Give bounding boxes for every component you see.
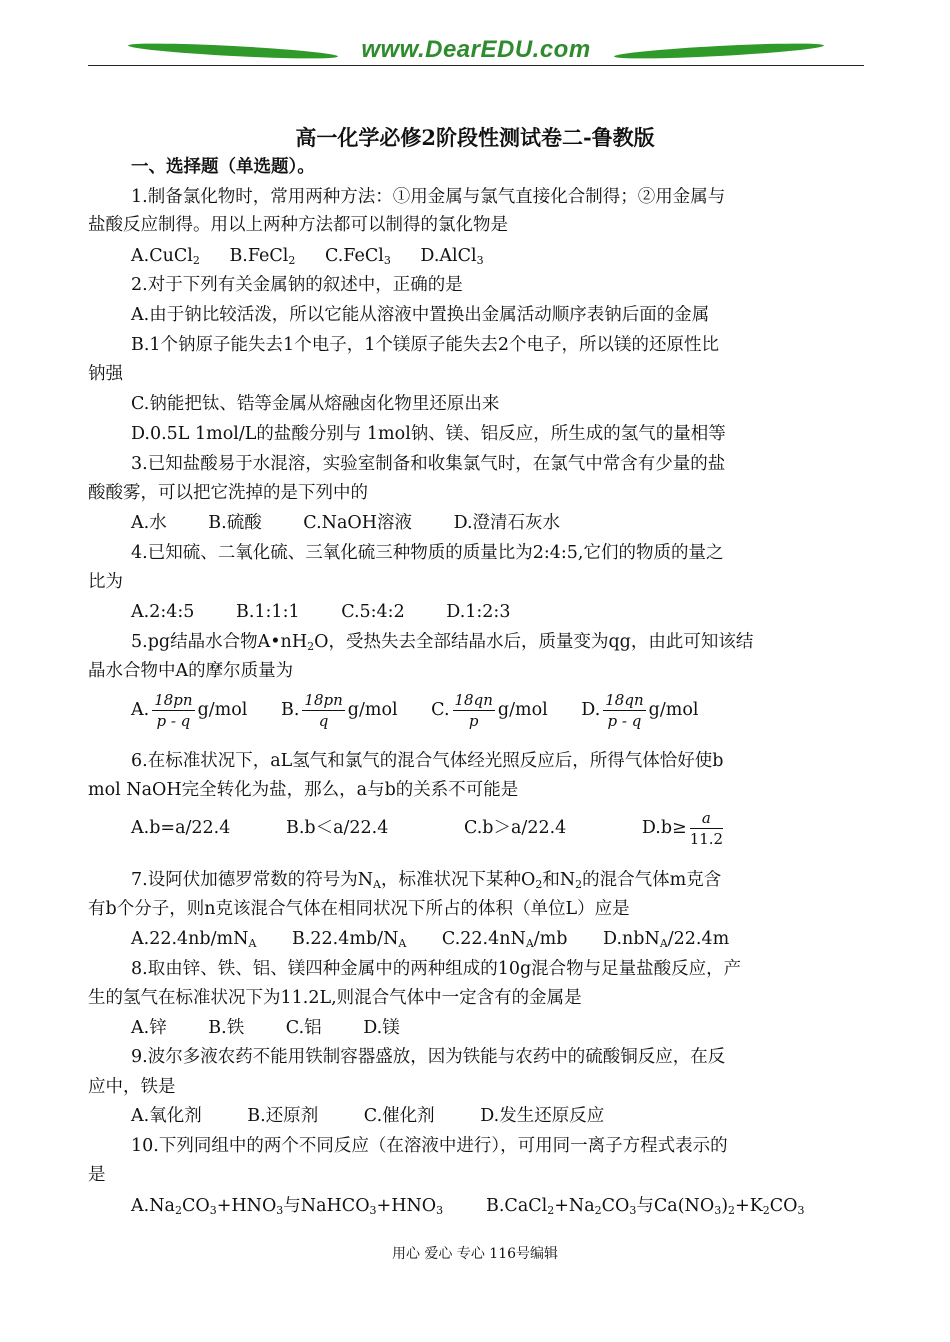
q4-stem: 4.已知硫、二氧化硫、三氧化硫三种物质的质量比为2:4:5,它们的物质的量之: [131, 543, 724, 563]
q8-stem-cont: 生的氢气在标准状况下为11.2L,则混合气体中一定含有的金属是: [88, 988, 582, 1008]
q4-option-d: D.1:2:3: [446, 602, 511, 622]
q8-option-c: C.铝: [285, 1018, 322, 1038]
q5-options: [131, 690, 698, 731]
q1-options: [131, 244, 484, 268]
page-title: 高一化学必修2阶段性测试卷二-鲁教版: [295, 125, 655, 150]
q5-option-a: A. $\frac{18pn}{p - q}$ g/mol: [131, 691, 248, 730]
q9-stem: 9.波尔多液农药不能用铁制容器盛放，因为铁能与农药中的硫酸铜反应，在反: [131, 1047, 726, 1067]
q7-option-c: $C.22.4nN_A/mb$: [441, 929, 568, 950]
q1-option-d: D.AlCl$_3$: [420, 246, 484, 267]
q3-option-d: D.澄清石灰水: [453, 513, 561, 533]
q5-option-b: B. $\frac{18pn}{q}$ g/mol: [280, 691, 398, 730]
q7-option-d: D.nbN$_A$/22.4m: [603, 929, 730, 950]
q8-option-b: B.铁: [208, 1018, 245, 1038]
site-logo: www.DearEDU.com: [361, 36, 591, 63]
q6-option-d: D.b≥ $\frac{a}{11.2}$: [641, 809, 724, 848]
q1-stem: 1.制备氯化物时，常用两种方法：①用金属与氯气直接化合制得；②用金属与: [131, 187, 726, 207]
q3-option-a: A.水: [131, 513, 167, 533]
q9-option-b: B.还原剂: [247, 1106, 319, 1126]
q4-option-c: C.5:4:2: [341, 602, 405, 622]
q7-stem-cont: 有b个分子，则n克该混合气体在相同状况下所占的体积（单位L）应是: [88, 899, 630, 919]
q6-option-b: B.b＜a/22.4: [285, 818, 389, 838]
q3-option-c: C.NaOH溶液: [303, 513, 412, 533]
q3-stem: 3.已知盐酸易于水混溶，实验室制备和收集氯气时，在氯气中常含有少量的盐: [131, 454, 726, 474]
q2-option-b: B.1个钠原子能失去1个电子，1个镁原子能失去2个电子，所以镁的还原性比: [131, 335, 719, 355]
q6-stem: 6.在标准状况下，aL氢气和氯气的混合气体经光照反应后，所得气体恰好使b: [131, 751, 724, 771]
q2-option-c: C.钠能把钛、锆等金属从熔融卤化物里还原出来: [131, 394, 500, 414]
q3-option-b: B.硫酸: [208, 513, 262, 533]
q7-stem: 7.设阿伏加德罗常数的符号为$N_A$，标准状况下某种$O_2$和$N_2$的混合气体m克含: [131, 870, 722, 891]
q4-option-b: B.1:1:1: [235, 602, 300, 622]
q6-options: [131, 808, 726, 849]
page-footer: 用心 爱心 专心 116号编辑: [391, 1246, 559, 1262]
q5-option-d: D. $\frac{18qn}{p - q}$ g/mol: [581, 691, 699, 730]
q6-option-c: C.b＞a/22.4: [463, 818, 567, 838]
q9-option-c: C.催化剂: [363, 1106, 435, 1126]
q7-options: [131, 927, 729, 951]
q8-option-d: D.镁: [363, 1018, 400, 1038]
q9-stem-cont: 应中，铁是: [88, 1077, 176, 1097]
q6-option-a: A.b=a/22.4: [131, 818, 231, 838]
q1-option-b: B.FeCl$_2$: [229, 246, 296, 267]
q7-option-a: $A.22.4nb/mN_A$: [131, 929, 257, 950]
q8-stem: 8.取由锌、铁、铝、镁四种金属中的两种组成的10g混合物与足量盐酸反应，产: [131, 959, 742, 979]
q9-options: [131, 1104, 604, 1128]
q4-option-a: A.2:4:5: [131, 602, 195, 622]
q2-option-a: A.由于钠比较活泼，所以它能从溶液中置换出金属活动顺序表钠后面的金属: [131, 305, 710, 325]
q7-option-b: $B.22.4mb/N_A$: [291, 929, 407, 950]
q2-option-b-cont: 钠强: [88, 364, 123, 384]
q9-option-d: D.发生还原反应: [480, 1106, 605, 1126]
header-rule: [88, 65, 864, 66]
q6-stem-cont: mol NaOH完全转化为盐，那么，a与b的关系不可能是: [88, 780, 519, 800]
q4-stem-cont: 比为: [88, 572, 123, 592]
section-heading: 一、选择题（单选题）。: [131, 157, 315, 177]
q2-stem: 2.对于下列有关金属钠的叙述中，正确的是: [131, 275, 463, 295]
q3-stem-cont: 酸酸雾，可以把它洗掉的是下列中的: [88, 483, 368, 503]
q10-option-a: $A.Na_2CO_3+HNO_3$与$NaHCO_3+HNO_3$: [131, 1196, 444, 1217]
q5-stem-cont: 晶水合物中A的摩尔质量为: [88, 661, 294, 681]
q8-option-a: A.锌: [131, 1018, 167, 1038]
q5-option-c: C. $\frac{18qn}{p}$ g/mol: [431, 691, 548, 730]
q5-stem: 5.pg结晶水合物$A•nH_2O$，受热失去全部结晶水后，质量变为qg，由此可知该结: [131, 632, 754, 653]
q1-option-a: A.CuCl$_2$: [131, 246, 200, 267]
q10-stem: 10.下列同组中的两个不同反应（在溶液中进行），可用同一离子方程式表示的: [131, 1136, 728, 1156]
q8-options: [131, 1016, 400, 1040]
q10-option-b: $B.CaCl_2+Na_2CO_3$与$Ca(NO_3)_2+K_2CO_3$: [486, 1196, 805, 1217]
q1-stem-cont: 盐酸反应制得。用以上两种方法都可以制得的氯化物是: [88, 215, 508, 235]
q10-stem-cont: 是: [88, 1165, 106, 1185]
q9-option-a: A.氧化剂: [131, 1106, 202, 1126]
q3-options: [131, 511, 560, 535]
q2-option-d: D.0.5L 1mol/L的盐酸分别与 1mol钠、镁、铝反应，所生成的氢气的量相等: [131, 424, 726, 444]
q1-option-c: C.FeCl$_3$: [324, 246, 391, 267]
q4-options: [131, 600, 510, 624]
